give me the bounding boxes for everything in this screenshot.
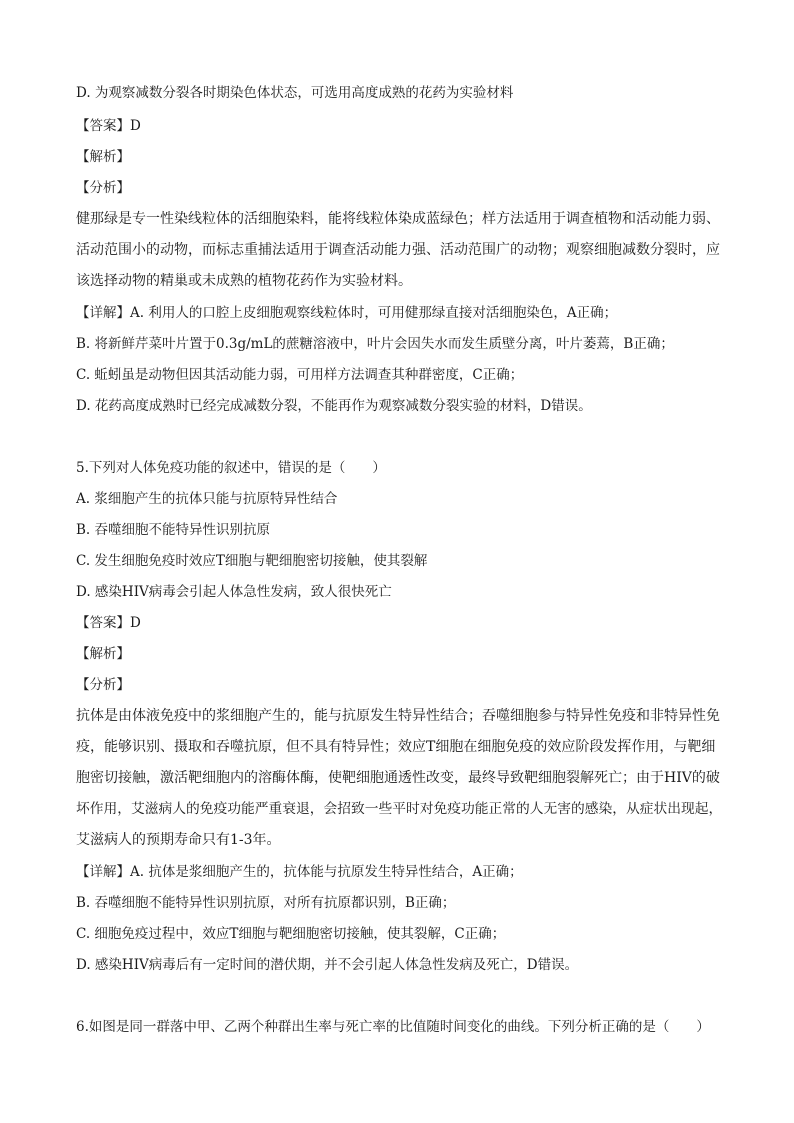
q5-fenxi-line: 抗体是由体液免疫中的浆细胞产生的，能与抗原发生特异性结合；吞噬细胞参与特异性免疫和非特异性免 <box>76 708 720 724</box>
q5-option-a: A. 浆细胞产生的抗体只能与抗原特异性结合 <box>76 491 338 507</box>
q5-detail-line: B. 吞噬细胞不能特异性识别抗原，对所有抗原都识别，B正确； <box>76 895 456 911</box>
q4-fenxi-line: 该选择动物的精巢或未成熟的植物花药作为实验材料。 <box>76 273 412 289</box>
q5-option-d: D. 感染HIV病毒会引起人体急性发病，致人很快死亡 <box>76 584 392 600</box>
q4-fenxi-heading: 【分析】 <box>76 180 130 196</box>
q4-answer: 【答案】D <box>76 118 141 134</box>
q4-detail-line: C. 蚯蚓虽是动物但因其活动能力弱，可用样方法调查其种群密度，C正确； <box>76 367 524 383</box>
q4-option-d: D. 为观察减数分裂各时期染色体状态，可选用高度成熟的花药为实验材料 <box>76 85 514 101</box>
q5-fenxi-line: 胞密切接触，激活靶细胞内的溶酶体酶，使靶细胞通透性改变，最终导致靶细胞裂解死亡；由于HIV的破 <box>76 770 720 786</box>
q5-analysis-heading: 【解析】 <box>76 646 130 662</box>
q4-fenxi-line: 健那绿是专一性染线粒体的活细胞染料，能将线粒体染成蓝绿色；样方法适用于调查植物和活动能力弱、 <box>76 211 720 227</box>
q4-fenxi-line: 活动范围小的动物，而标志重捕法适用于调查活动能力强、活动范围广的动物；观察细胞减数分裂时，应 <box>76 242 720 258</box>
q5-fenxi-line: 艾滋病人的预期寿命只有1-3年。 <box>76 832 281 848</box>
q5-fenxi-line: 疫，能够识别、摄取和吞噬抗原，但不具有特异性；效应T细胞在细胞免疫的效应阶段发挥作用，与靶细 <box>76 739 716 755</box>
q5-answer: 【答案】D <box>76 615 141 631</box>
q4-detail-line: D. 花药高度成熟时已经完成减数分裂，不能再作为观察减数分裂实验的材料，D错误。 <box>76 398 592 414</box>
q4-detail-line: 【详解】A. 利用人的口腔上皮细胞观察线粒体时，可用健那绿直接对活细胞染色，A正确； <box>76 305 618 321</box>
q5-detail-line: C. 细胞免疫过程中，效应T细胞与靶细胞密切接触，使其裂解，C正确； <box>76 926 506 942</box>
q5-detail-line: 【详解】A. 抗体是浆细胞产生的，抗体能与抗原发生特异性结合，A正确； <box>76 864 523 880</box>
q5-option-b: B. 吞噬细胞不能特异性识别抗原 <box>76 522 271 538</box>
q4-analysis-heading: 【解析】 <box>76 149 130 165</box>
q6-stem: 6.如图是同一群落中甲、乙两个种群出生率与死亡率的比值随时间变化的曲线。下列分析正确的是（ ） <box>76 1019 710 1035</box>
q5-option-c: C. 发生细胞免疫时效应T细胞与靶细胞密切接触，使其裂解 <box>76 553 428 569</box>
q5-fenxi-heading: 【分析】 <box>76 677 130 693</box>
q5-fenxi-line: 坏作用，艾滋病人的免疫功能严重衰退，会招致一些平时对免疫功能正常的人无害的感染，从症状出现起， <box>76 801 723 817</box>
q5-detail-line: D. 感染HIV病毒后有一定时间的潜伏期，并不会引起人体急性发病及死亡，D错误。 <box>76 957 579 973</box>
q4-detail-line: B. 将新鲜芹菜叶片置于0.3g/mL的蔗糖溶液中，叶片会因失水而发生质壁分离，叶片萎蔫，B正确； <box>76 336 674 352</box>
q5-stem: 5.下列对人体免疫功能的叙述中，错误的是（ ） <box>76 460 386 476</box>
